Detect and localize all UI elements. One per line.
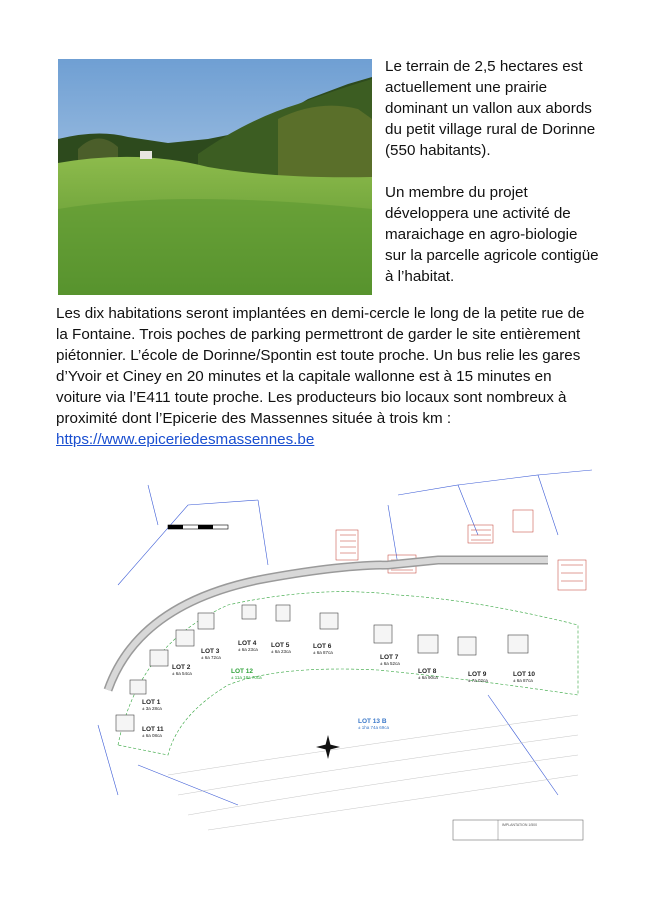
lot-13-label: LOT 13 B (358, 718, 387, 725)
site-plan-drawing (58, 465, 592, 841)
main-paragraph: Les dix habitations seront implantées en demi-cercle le long de la petite rue de la Fontaine. Trois poches de parking permettront de garder le site entièrement piétonnier. L’école de Dorinne/Spontin est toute proche. Un bus relie les gares d’Yvoir et Ciney en 20 minutes et la capitale wallonne est à 15 minutes en voiture via l’E411 toute proche. Les producteurs bio locaux sont nombreux à proximité dont l’Epicerie des Massennes située à trois km : (56, 305, 585, 427)
intro-paragraph-maraichage: Un membre du projet développera une activité de maraichage en agro-biologie sur la parcelle agricole contigüe à l’habitat. (385, 184, 599, 285)
lot-3-area: ± 6a 72ca (201, 655, 221, 660)
lot-8-label: LOT 8 (418, 668, 437, 675)
lot-9-label: LOT 9 (468, 671, 487, 678)
lot-4-area: ± 6a 23ca (238, 647, 258, 652)
lot-12-area: ± 11a 18a 70ca (231, 675, 262, 680)
meadow-photo (58, 59, 372, 295)
intro-text (385, 56, 600, 308)
lot-3-label: LOT 3 (201, 648, 220, 655)
lot-12-label: LOT 12 (231, 668, 254, 675)
scale-bar (168, 525, 228, 529)
lot-10-area: ± 6a 87ca (513, 678, 533, 683)
lot-10-label: LOT 10 (513, 671, 536, 678)
lot-6-label: LOT 6 (313, 643, 332, 650)
lot-11-area: ± 6a 08ca (142, 733, 162, 738)
lot-5-label: LOT 5 (271, 642, 290, 649)
epicerie-link[interactable]: https://www.epiceriedesmassennes.be (56, 431, 315, 448)
site-plan (58, 465, 592, 841)
lot-2-area: ± 6a 54ca (172, 671, 192, 676)
lot-6-area: ± 6a 87ca (313, 650, 333, 655)
lot-1-area: ± 3a 28ca (142, 706, 162, 711)
lot-7-label: LOT 7 (380, 654, 399, 661)
lot-11-label: LOT 11 (142, 726, 164, 733)
lot-8-area: ± 6a 90ca (418, 675, 438, 680)
lot-9-area: ± 7a 02ca (468, 678, 488, 683)
intro-paragraph-terrain: Le terrain de 2,5 hectares est actuellement une prairie dominant un vallon aux abords du petit village rural de Dorinne (550 habitants). (385, 58, 596, 159)
lot-5-area: ± 6a 23ca (271, 649, 291, 654)
lot-1-label: LOT 1 (142, 699, 161, 706)
lot-4-label: LOT 4 (238, 640, 257, 647)
title-block-text: IMPLANTATION 1/500 (502, 823, 538, 827)
main-text (56, 303, 591, 450)
lot-7-area: ± 6a 52ca (380, 661, 400, 666)
meadow-landscape-image (58, 59, 372, 295)
lot-13-area: ± 1ha 74a 69ca (358, 725, 389, 730)
lot-2-label: LOT 2 (172, 664, 191, 671)
